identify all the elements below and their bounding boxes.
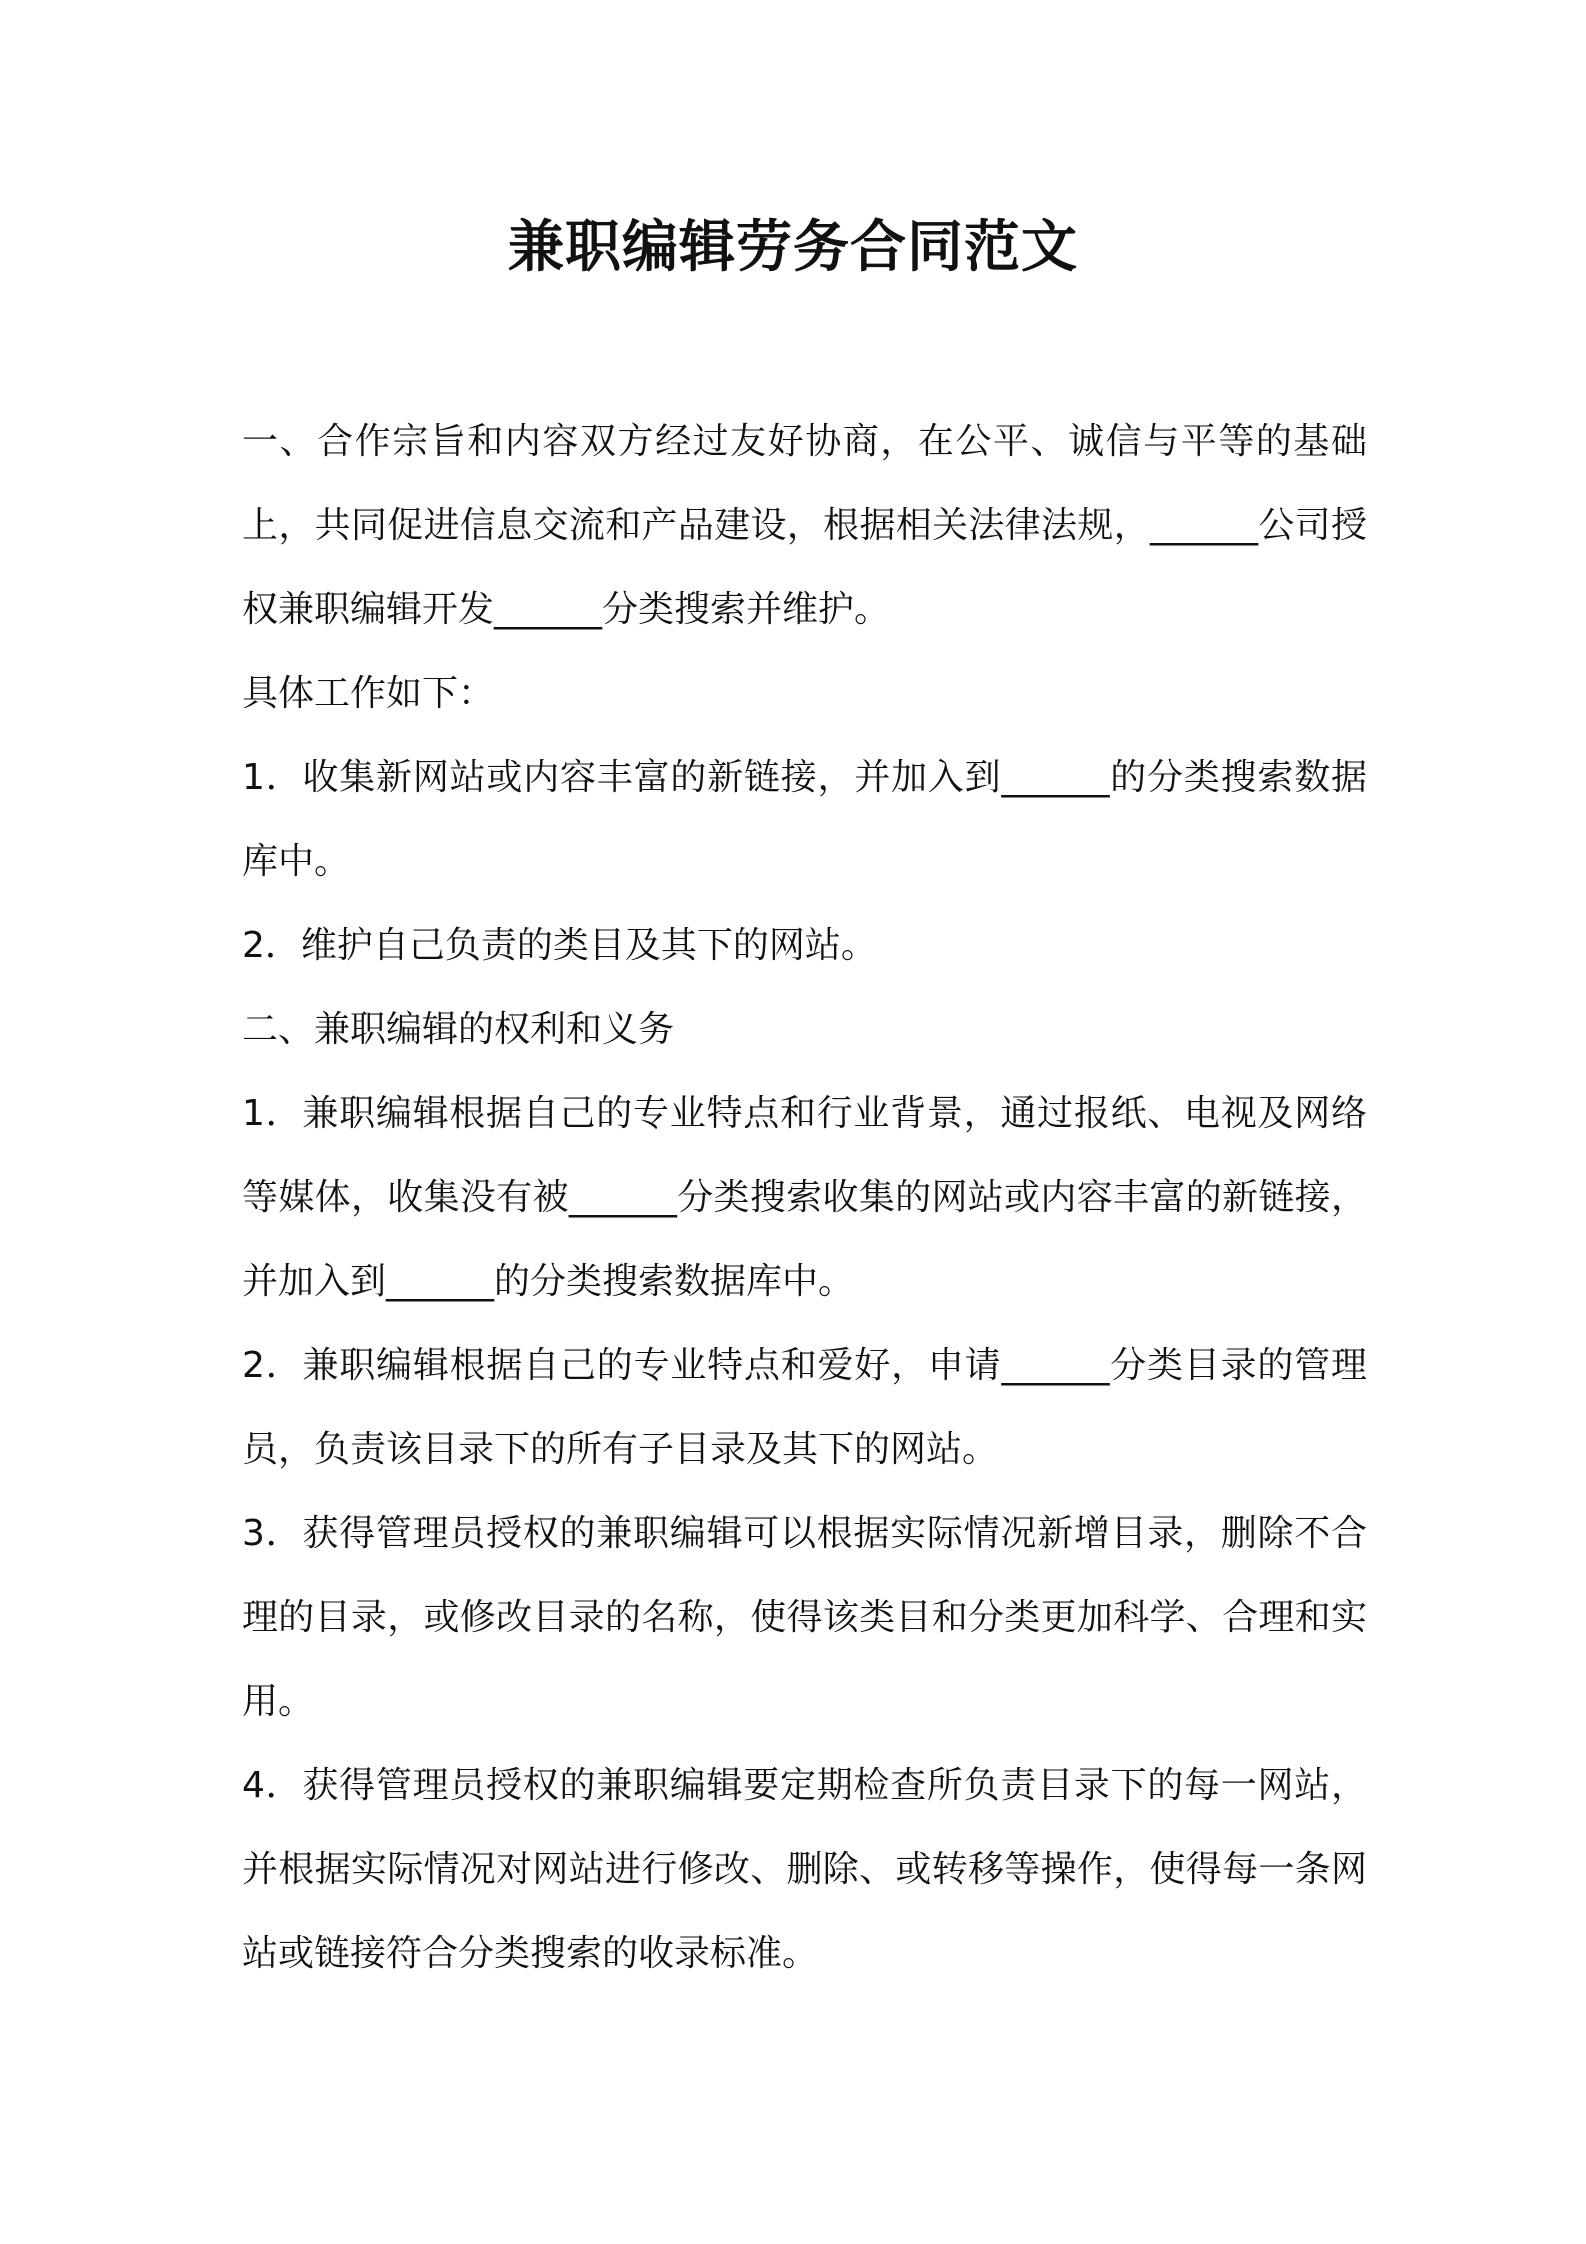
paragraph-rights-item-3: 3．获得管理员授权的兼职编辑可以根据实际情况新增目录，删除不合理的目录，或修改目录的名称，使得该类目和分类更加科学、合理和实用。 [242,1513,1367,1722]
paragraph-rights-item-2: 2．兼职编辑根据自己的专业特点和爱好，申请______分类目录的管理员，负责该目录下的所有子目录及其下的网站。 [242,1345,1367,1470]
paragraph-rights-item-1: 1．兼职编辑根据自己的专业特点和行业背景，通过报纸、电视及网络等媒体，收集没有被______分类搜索收集的网站或内容丰富的新链接，并加入到______的分类搜索数据库中。 [242,1093,1367,1302]
document-body [242,400,1367,1996]
paragraph-rights-item-4: 4．获得管理员授权的兼职编辑要定期检查所负责目录下的每一网站，并根据实际情况对网站进行修改、删除、或转移等操作，使得每一条网站或链接符合分类搜索的收录标准。 [242,1765,1367,1974]
paragraph-cooperation-purpose: 一、合作宗旨和内容双方经过友好协商，在公平、诚信与平等的基础上，共同促进信息交流和产品建设，根据相关法律法规，______公司授权兼职编辑开发______分类搜索并维护。 [242,421,1367,630]
document-title: 兼职编辑劳务合同范文 [508,215,1078,280]
paragraph-work-item-1: 1．收集新网站或内容丰富的新链接，并加入到______的分类搜索数据库中。 [242,757,1367,882]
section-heading-rights-obligations: 二、兼职编辑的权利和义务 [242,1009,675,1050]
paragraph-work-item-2: 2．维护自己负责的类目及其下的网站。 [242,925,877,966]
paragraph-work-intro: 具体工作如下： [242,673,495,714]
